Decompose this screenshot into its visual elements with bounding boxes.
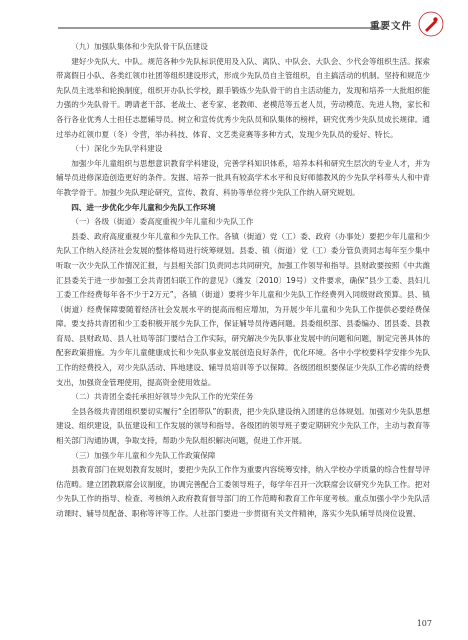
paragraph: 全县各级共青团组织要切实履行“全团带队”的职责，把少先队建设纳入团建的总体规划。加强对少先队思想建设、组织建设，队伍建设和工作发展的领导和指导。各级团的领导班子要定期研究少先队工作，主动与教育等相关部门沟通协调，争取支持，帮助少先队组织解决问题，促进工作开展。 (56, 406, 430, 446)
paragraph: 加强少年儿童组织与思想意识教育学科建设，完善学科知识体系，培养本科和研究生层次的专业人才，并为辅导员进修深造创造更好的条件。发掘、培养一批具有较高学术水平和良好师德教风的少先队学科带头人和中青年教学骨干。加强少先队理论研究，宣传、教育、科协等单位将少先队工作纳入研究规划。 (56, 158, 430, 197)
page-number: 107 (416, 619, 432, 628)
subsection-heading: （一）各级（街道）委高度重视少年儿童和少先队工作 (71, 217, 254, 227)
subsection-heading: （二）共青团全委托承担好领导少先队工作的光荣任务 (71, 392, 254, 402)
subsection-heading: （九）加强队集体和少先队骨干队伍建设 (71, 42, 208, 51)
paragraph: 县委、政府高度重视少年儿童和少先队工作。各镇（街道）党（工）委、政府（办事处）要把少年儿童和少先队工作纳入经济社会发展的整体格局进行统筹规划。县委、镇（街道）党（工）委分管负责同志每年至少集中听取一次少先队工作情况汇报，与县相关部门负责同志共同研究，加强工作领导和指导。县财政要按照《中共潍汇县委关于进一步加强工会共青团妇联工作的意见》（潍发〔2010〕19号）文件要求，确保“县少工委、县妇儿工委工作经费每年各不少于2万元”，各镇（街道）要将少年儿童和少先队工作经费列入同级财政预算。县、镇（街道）经费保障要随着经济社会发展水平的提高而相应增加，为开展少年儿童和少先队工作提供必要经费保障。要支持共青团和少工委积极开展少先队工作，保证辅导员待遇问题。县委组织部、县委编办、团县委、县教育局、县财政局、县人社局等部门要结合工作实际，研究解决少先队事业发展中的问题和问题，制定完善具体的配套政策措施。为少年儿童健康成长和少先队事业发展创造良好条件，优化环境。各中小学校要科学安排少先队工作的经费投入，对少先队活动、阵地建设、辅导员培训等予以保障。各级团组织要保证少先队工作必需的经费支出，加强资金管理使用，提高资金使用效益。 (56, 231, 430, 387)
paragraph: 县教育部门在规划教育发展时，要把少先队工作作为重要内容统筹安排，纳入学校办学质量的综合性督导评估范畴。建立团教联席会议制度，协调完善配合工委领导班子，每学年召开一次联席会议研究少先队工作。把对少先队工作的指导、检查、考核纳入政府教育督导部门的工作范畴和教育工作年度考核。重点加强小学少先队活动课时、辅导员配备、职称等评等工作。人社部门要进一步贯彻有关文件精神，落实少先队辅导员岗位设置、 (56, 465, 430, 518)
section-heading: 四、进一步优化少年儿童和少先队工作环境 (71, 202, 216, 212)
party-emblem-icon (418, 11, 444, 37)
subsection-heading: （三）加强少年儿童和少先队工作政策保障 (71, 450, 216, 460)
header-rule (58, 27, 384, 29)
paragraph: 建好少先队大、中队。规范各种少先队标识使用及入队、离队、中队会、大队会、少代会等组织生活。探索带离假日小队、各类红领巾社团等组织建设形式，形成少先队员自主管组织，自主搞活动的机制。坚持和规范少先队员主选举和轮换制度，组织开办队长学校，跟手锻炼少先队骨干的自主活动能力，发现和培养一大批组织能力强的少先队骨干。聘请老干部、老战士、老专家、老教师、老模范等五老人员，劳动模范、先进人物，家长和各行各业优秀人士担任志愿辅导员。树立和宣传优秀少先队员和队集体的榜样，研究优秀少先队员成长规律。通过举办红领巾夏（冬）令营，举办科技、体育、文艺类竞赛等多种方式，发现少先队员的爱好、特长。 (56, 56, 430, 139)
subsection-heading: （十）深化少先队学科建设 (71, 144, 163, 154)
header-label: 重要文件 (369, 21, 412, 32)
document-body (56, 40, 430, 522)
